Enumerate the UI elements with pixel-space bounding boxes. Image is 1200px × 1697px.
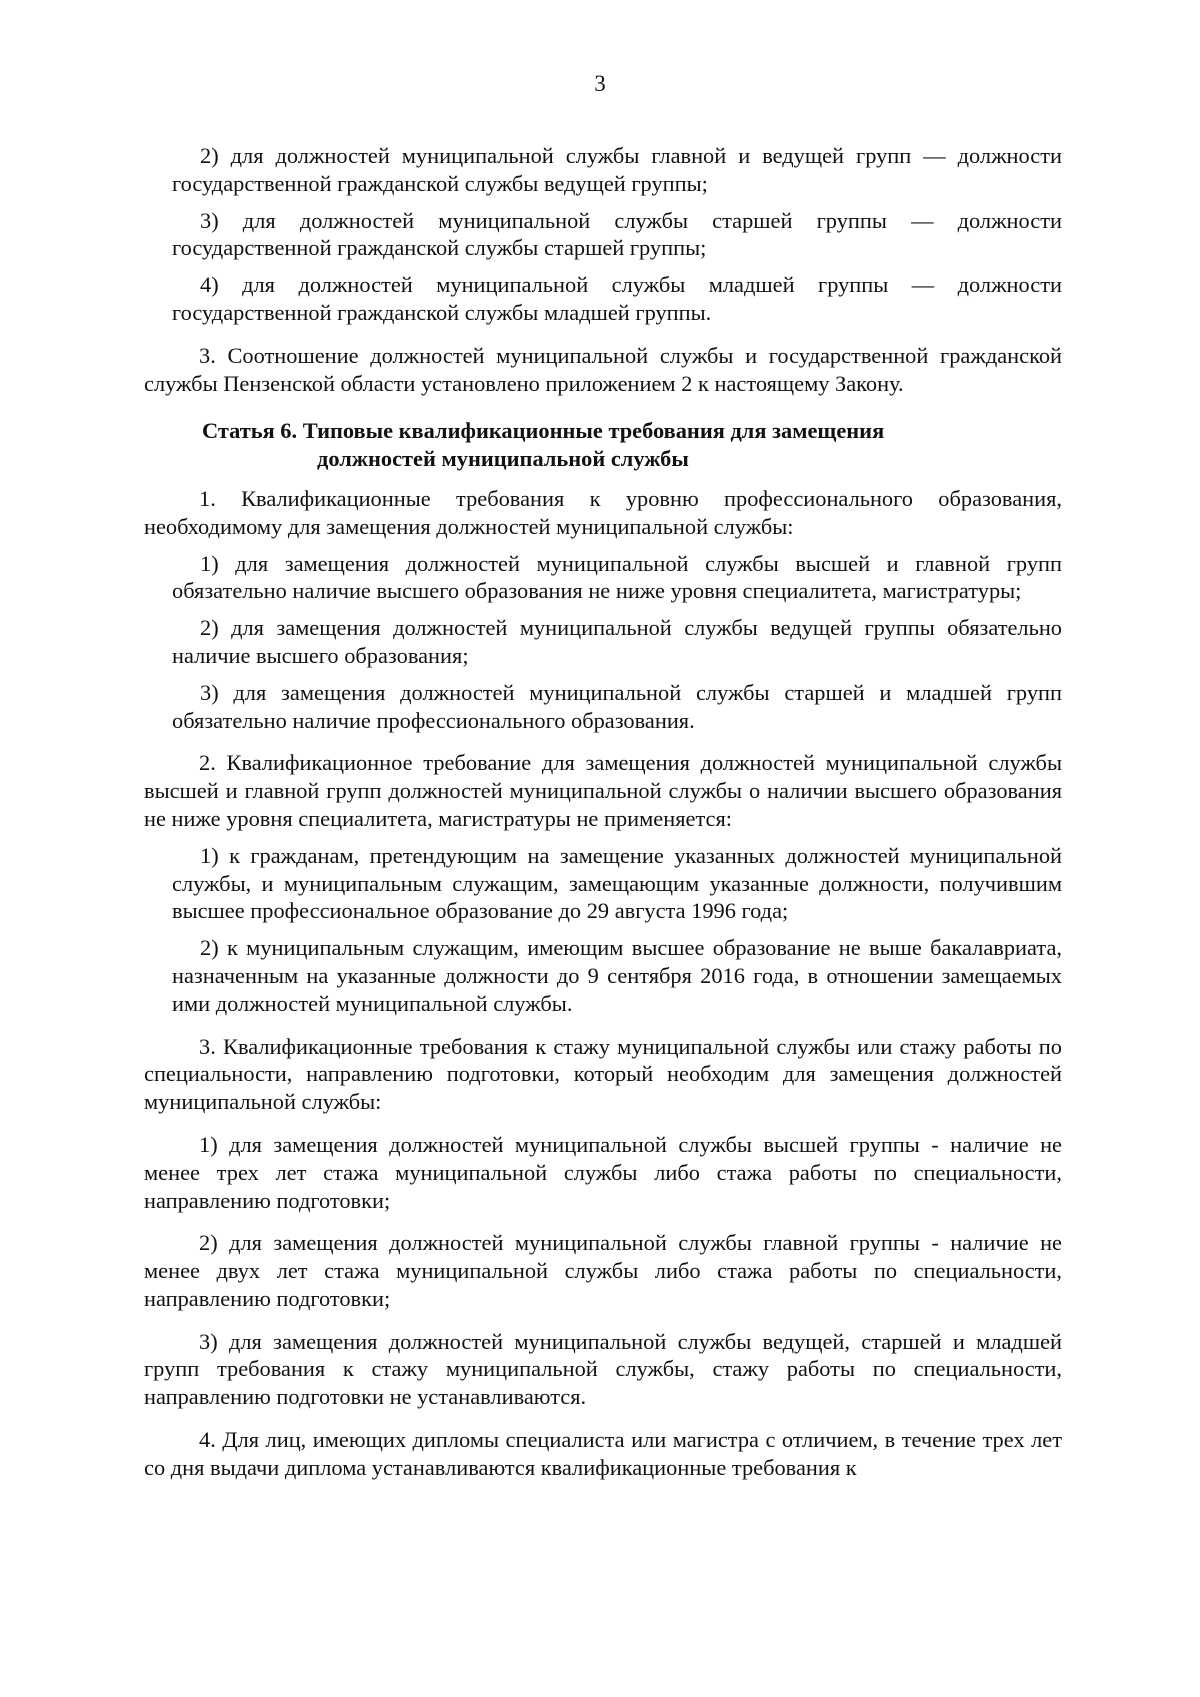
document-body — [144, 142, 1062, 1491]
list-item: 2) для должностей муниципальной службы главной и ведущей групп — должности государственной гражданской службы ведущей группы; — [172, 143, 1062, 196]
article-heading-line2: должностей муниципальной службы — [317, 446, 689, 472]
paragraph: 2. Квалификационное требование для замещения должностей муниципальной службы высшей и главной групп должностей муниципальной службы о наличии высшего образования не ниже уровня специалитета, магистратуры не применяется: — [144, 750, 1062, 831]
list-item: 3) для замещения должностей муниципальной службы старшей и младшей групп обязательно наличие профессионального образования. — [172, 679, 1062, 733]
article-heading-line1: Статья 6. Типовые квалификационные требования для замещения — [202, 418, 885, 444]
page-number: 3 — [594, 71, 606, 96]
list-item: 3) для должностей муниципальной службы старшей группы — должности государственной гражданской службы старшей группы; — [172, 207, 1062, 261]
list-item: 4) для должностей муниципальной службы младшей группы — должности государственной гражданской службы младшей группы. — [172, 272, 1062, 325]
paragraph: 4. Для лиц, имеющих дипломы специалиста или магистра с отличием, в течение трех лет со дня выдачи диплома устанавливаются квалификационные требования к — [144, 1427, 1062, 1480]
paragraph: 3. Квалификационные требования к стажу муниципальной службы или стажу работы по специальности, направлению подготовки, который необходим для замещения должностей муниципальной службы: — [144, 1033, 1062, 1115]
article-heading — [144, 417, 1062, 473]
list-item: 2) к муниципальным служащим, имеющим высшее образование не выше бакалавриата, назначенным на указанные должности до 9 сентября 2016 года, в отношении замещаемых ими должностей муниципальной службы. — [172, 935, 1062, 1016]
paragraph: 1. Квалификационные требования к уровню профессионального образования, необходимому для замещения должностей муниципальной службы: — [144, 485, 1062, 539]
paragraph: 2) для замещения должностей муниципальной службы главной группы - наличие не менее двух лет стажа муниципальной службы либо стажа работы по специальности, направлению подготовки; — [144, 1230, 1062, 1311]
paragraph: 3. Соотношение должностей муниципальной службы и государственной гражданской службы Пензенской области установлено приложением 2 к настоящему Закону. — [144, 342, 1062, 396]
list-item: 1) к гражданам, претендующим на замещение указанных должностей муниципальной службы, и муниципальным служащим, замещающим указанные должности, получившим высшее профессиональное образование до 29 августа 1996 года; — [172, 842, 1062, 924]
list-item: 2) для замещения должностей муниципальной службы ведущей группы обязательно наличие высшего образования; — [172, 615, 1062, 668]
paragraph: 3) для замещения должностей муниципальной службы ведущей, старшей и младшей групп требования к стажу муниципальной службы, стажу работы по специальности, направлению подготовки не устанавливаются. — [144, 1328, 1062, 1410]
list-item: 1) для замещения должностей муниципальной службы высшей и главной групп обязательно наличие высшего образования не ниже уровня специалитета, магистратуры; — [172, 550, 1062, 604]
paragraph: 1) для замещения должностей муниципальной службы высшей группы - наличие не менее трех лет стажа муниципальной службы либо стажа работы по специальности, направлению подготовки; — [144, 1131, 1062, 1213]
